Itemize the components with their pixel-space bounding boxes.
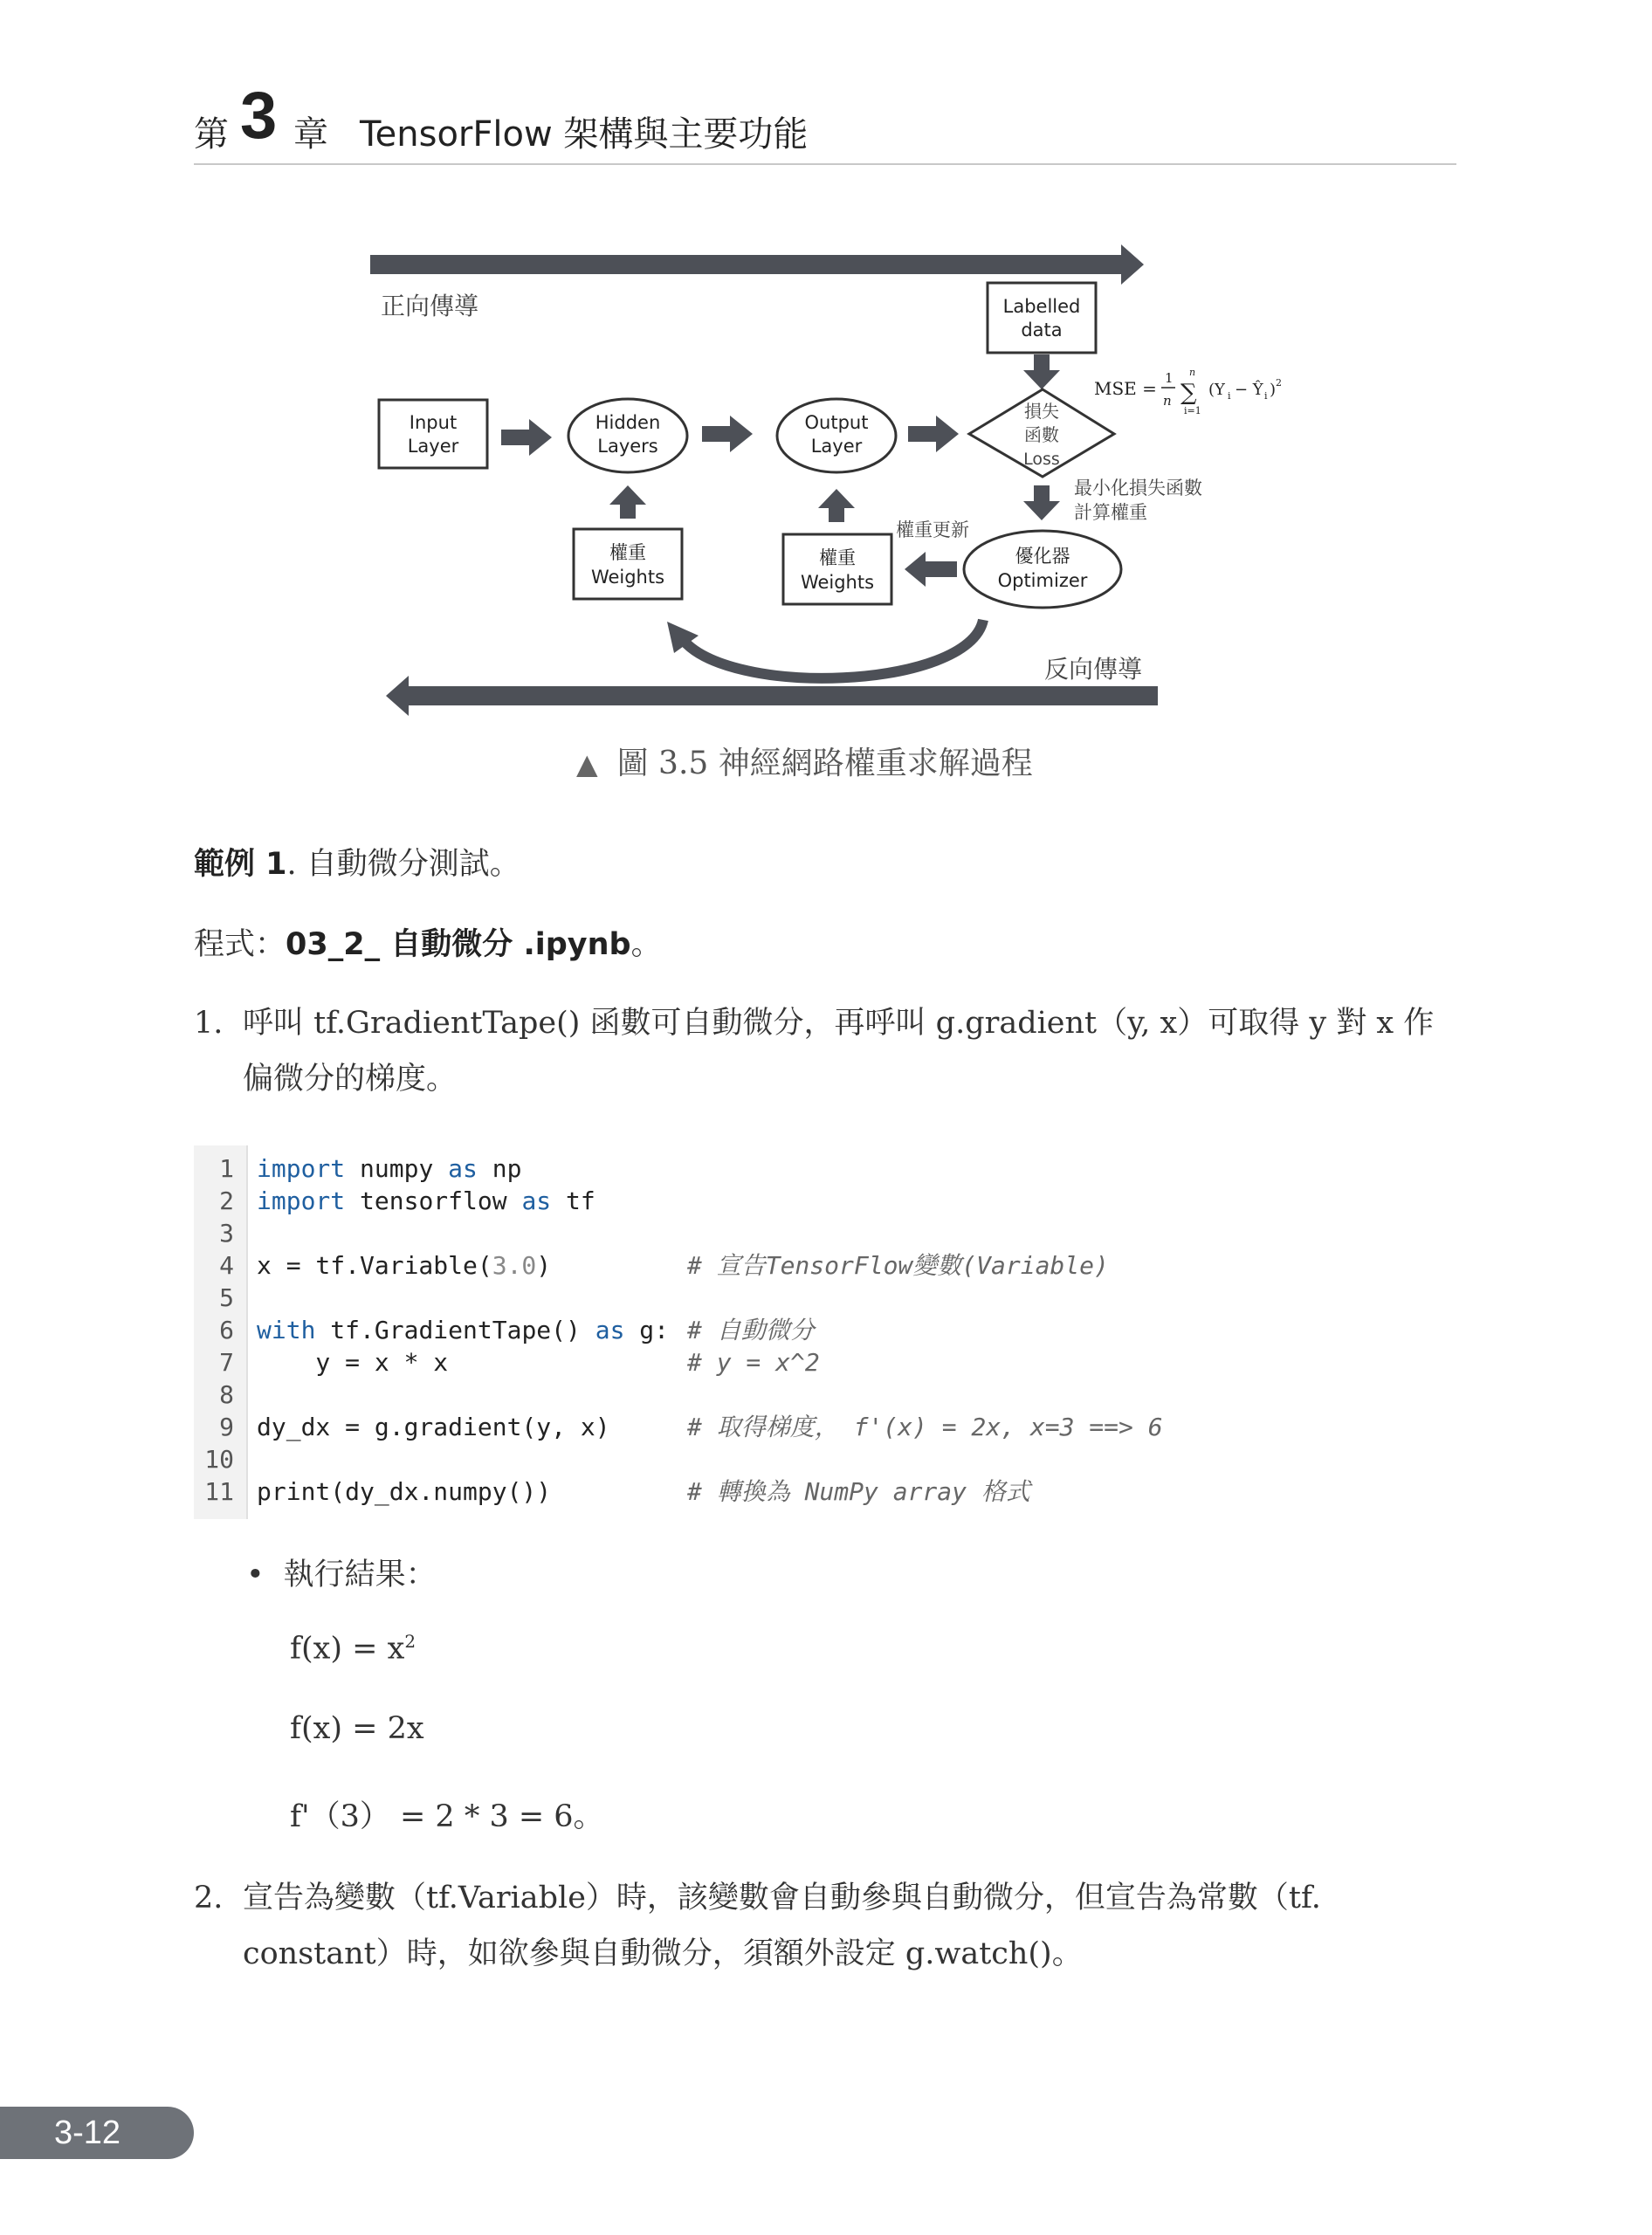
- code-text: x = tf.Variable(: [257, 1251, 492, 1280]
- code-line-4: [257, 1249, 551, 1282]
- example-text: . 自動微分測試。: [286, 847, 520, 882]
- svg-text:i=1: i=1: [1184, 405, 1201, 416]
- superscript: 2: [404, 1631, 416, 1652]
- labelled-data-line2: data: [1021, 320, 1063, 340]
- right-arrow-icon: [501, 419, 552, 456]
- list-item-number: 1.: [194, 1006, 224, 1041]
- input-layer-box: [379, 400, 487, 468]
- result-line-1: [290, 1631, 416, 1667]
- up-arrow-icon: [609, 485, 646, 519]
- keyword: import: [257, 1186, 346, 1215]
- svg-text:n: n: [1163, 393, 1172, 409]
- result-text: f(x) = x: [290, 1631, 405, 1667]
- down-arrow-icon: [1023, 354, 1060, 389]
- weights1-line2: Weights: [590, 567, 665, 588]
- keyword: import: [257, 1154, 346, 1183]
- weights2-line2: Weights: [800, 572, 875, 593]
- labelled-data-box: [988, 283, 1096, 353]
- weights1-line1: 權重: [609, 542, 646, 563]
- code-comment: # 轉換為 NumPy array 格式: [687, 1477, 1030, 1506]
- chapter-title: TensorFlow 架構與主要功能: [360, 114, 809, 155]
- code-comment: # 宣告TensorFlow變數(Variable): [687, 1251, 1109, 1280]
- keyword: as: [595, 1316, 625, 1344]
- optimizer-line1: 優化器: [1015, 546, 1070, 567]
- figure-caption-text: 圖 3.5 神經網路權重求解過程: [616, 746, 1033, 781]
- weights-box-1: [574, 529, 682, 599]
- code-comment: # 取得梯度， f'(x) = 2x, x=3 ==> 6: [687, 1413, 1163, 1441]
- input-layer-line1: Input: [409, 412, 458, 433]
- code-text: tf.GradientTape(): [315, 1316, 595, 1344]
- keyword: as: [521, 1186, 552, 1215]
- line-number: 1: [219, 1154, 234, 1183]
- line-number: 3: [219, 1219, 234, 1248]
- line-number: 7: [219, 1348, 234, 1377]
- svg-text:n: n: [1189, 367, 1196, 378]
- svg-text:): ): [1270, 381, 1277, 399]
- line-number: 6: [219, 1316, 234, 1344]
- line-number: 8: [219, 1380, 234, 1409]
- weights2-line1: 權重: [819, 547, 856, 568]
- keyword: as: [448, 1154, 478, 1183]
- optimizer-line2: Optimizer: [997, 570, 1088, 591]
- loss-line1: 損失: [1024, 401, 1059, 422]
- weights-box-2: [783, 534, 891, 604]
- code-text: numpy: [345, 1154, 449, 1183]
- optimizer-node: [964, 531, 1121, 608]
- program-line: [194, 917, 662, 973]
- line-number: 10: [204, 1445, 234, 1474]
- keyword: with: [257, 1316, 316, 1344]
- chapter-suffix: 章: [293, 114, 328, 155]
- backward-label: 反向傳導: [1044, 655, 1143, 684]
- update-label: 權重更新: [896, 519, 969, 540]
- left-arrow-icon: [905, 552, 957, 587]
- result-line-2: f(x) = 2x: [290, 1711, 424, 1746]
- code-block: [194, 1145, 1163, 1519]
- list-item-text: 宣告為變數（tf.Variable）時，該變數會自動參與自動微分，但宣告為常數（tf. constant）時，如欲參與自動微分，須額外設定 g.watch()。: [243, 1881, 1321, 1971]
- code-text: ): [536, 1251, 552, 1280]
- line-number: 2: [219, 1186, 234, 1215]
- output-layer-line1: Output: [804, 412, 869, 433]
- results-heading-text: 執行結果：: [283, 1558, 437, 1592]
- program-filename: 03_2_ 自動微分 .ipynb: [286, 927, 631, 962]
- result-line-3: f'（3） = 2 * 3 = 6。: [290, 1799, 604, 1834]
- mse-formula: [1161, 367, 1282, 416]
- line-number: 5: [219, 1283, 234, 1312]
- number-literal: 3.0: [492, 1251, 537, 1280]
- code-line-9: dy_dx = g.gradient(y, x): [257, 1413, 610, 1441]
- hidden-layers-line2: Layers: [597, 436, 658, 457]
- bullet-icon: •: [246, 1558, 265, 1592]
- code-line-6: [257, 1314, 669, 1346]
- svg-text:∑: ∑: [1180, 380, 1197, 406]
- forward-arrow: [370, 244, 1144, 285]
- list-item-number: 2.: [194, 1881, 224, 1915]
- page-number: 3-12: [53, 2115, 121, 2151]
- neural-network-diagram: [0, 0, 1652, 725]
- loss-line3: Loss: [1023, 450, 1060, 469]
- svg-text:2: 2: [1276, 377, 1282, 389]
- loss-line2: 函數: [1024, 424, 1059, 445]
- list-item-text: 呼叫 tf.GradientTape() 函數可自動微分，再呼叫 g.gradient（y, x）可取得 y 對 x 作偏微分的梯度。: [243, 1006, 1435, 1097]
- svg-text:− Ŷ: − Ŷ: [1235, 381, 1263, 399]
- svg-text:i: i: [1264, 390, 1268, 402]
- code-comment: # y = x^2: [687, 1348, 820, 1377]
- figure-caption: [576, 739, 1033, 783]
- up-arrow-icon: [818, 489, 855, 522]
- results-heading: [246, 1547, 437, 1603]
- chapter-number: 3: [240, 79, 278, 153]
- example-title: [194, 836, 520, 892]
- minimize-label-line2: 計算權重: [1074, 502, 1147, 523]
- svg-text:1: 1: [1165, 370, 1174, 386]
- svg-text:i: i: [1228, 390, 1231, 402]
- code-text: np: [477, 1154, 522, 1183]
- right-arrow-icon: [702, 416, 753, 452]
- code-text: g:: [624, 1316, 670, 1344]
- curved-arrow-icon: [667, 620, 983, 678]
- minimize-label-line1: 最小化損失函數: [1074, 478, 1202, 499]
- hidden-layers-line1: Hidden: [595, 412, 661, 433]
- output-layer-line2: Layer: [810, 436, 863, 457]
- triangle-icon: ▲: [576, 747, 598, 781]
- labelled-data-line1: Labelled: [1002, 296, 1081, 317]
- code-line-7: y = x * x: [257, 1348, 449, 1377]
- code-line-1: [257, 1152, 521, 1185]
- down-arrow-icon: [1023, 485, 1060, 520]
- program-suffix: 。: [630, 927, 662, 962]
- program-prefix: 程式：: [194, 927, 286, 962]
- code-text: tensorflow: [345, 1186, 522, 1215]
- line-number: 9: [219, 1413, 234, 1441]
- svg-text:(Y: (Y: [1208, 381, 1225, 399]
- example-label: 範例 1: [194, 847, 287, 882]
- code-comment: # 自動微分: [687, 1316, 815, 1344]
- line-number: 4: [219, 1251, 234, 1280]
- line-number: 11: [204, 1477, 234, 1506]
- right-arrow-icon: [908, 416, 959, 452]
- chapter-prefix: 第: [194, 114, 229, 155]
- code-line-2: [257, 1185, 595, 1217]
- backward-arrow: [386, 676, 1158, 716]
- input-layer-line2: Layer: [407, 436, 459, 457]
- forward-label: 正向傳導: [381, 292, 479, 320]
- code-line-11: print(dy_dx.numpy()): [257, 1477, 552, 1506]
- code-text: tf: [551, 1186, 595, 1215]
- mse-label: MSE =: [1094, 378, 1157, 399]
